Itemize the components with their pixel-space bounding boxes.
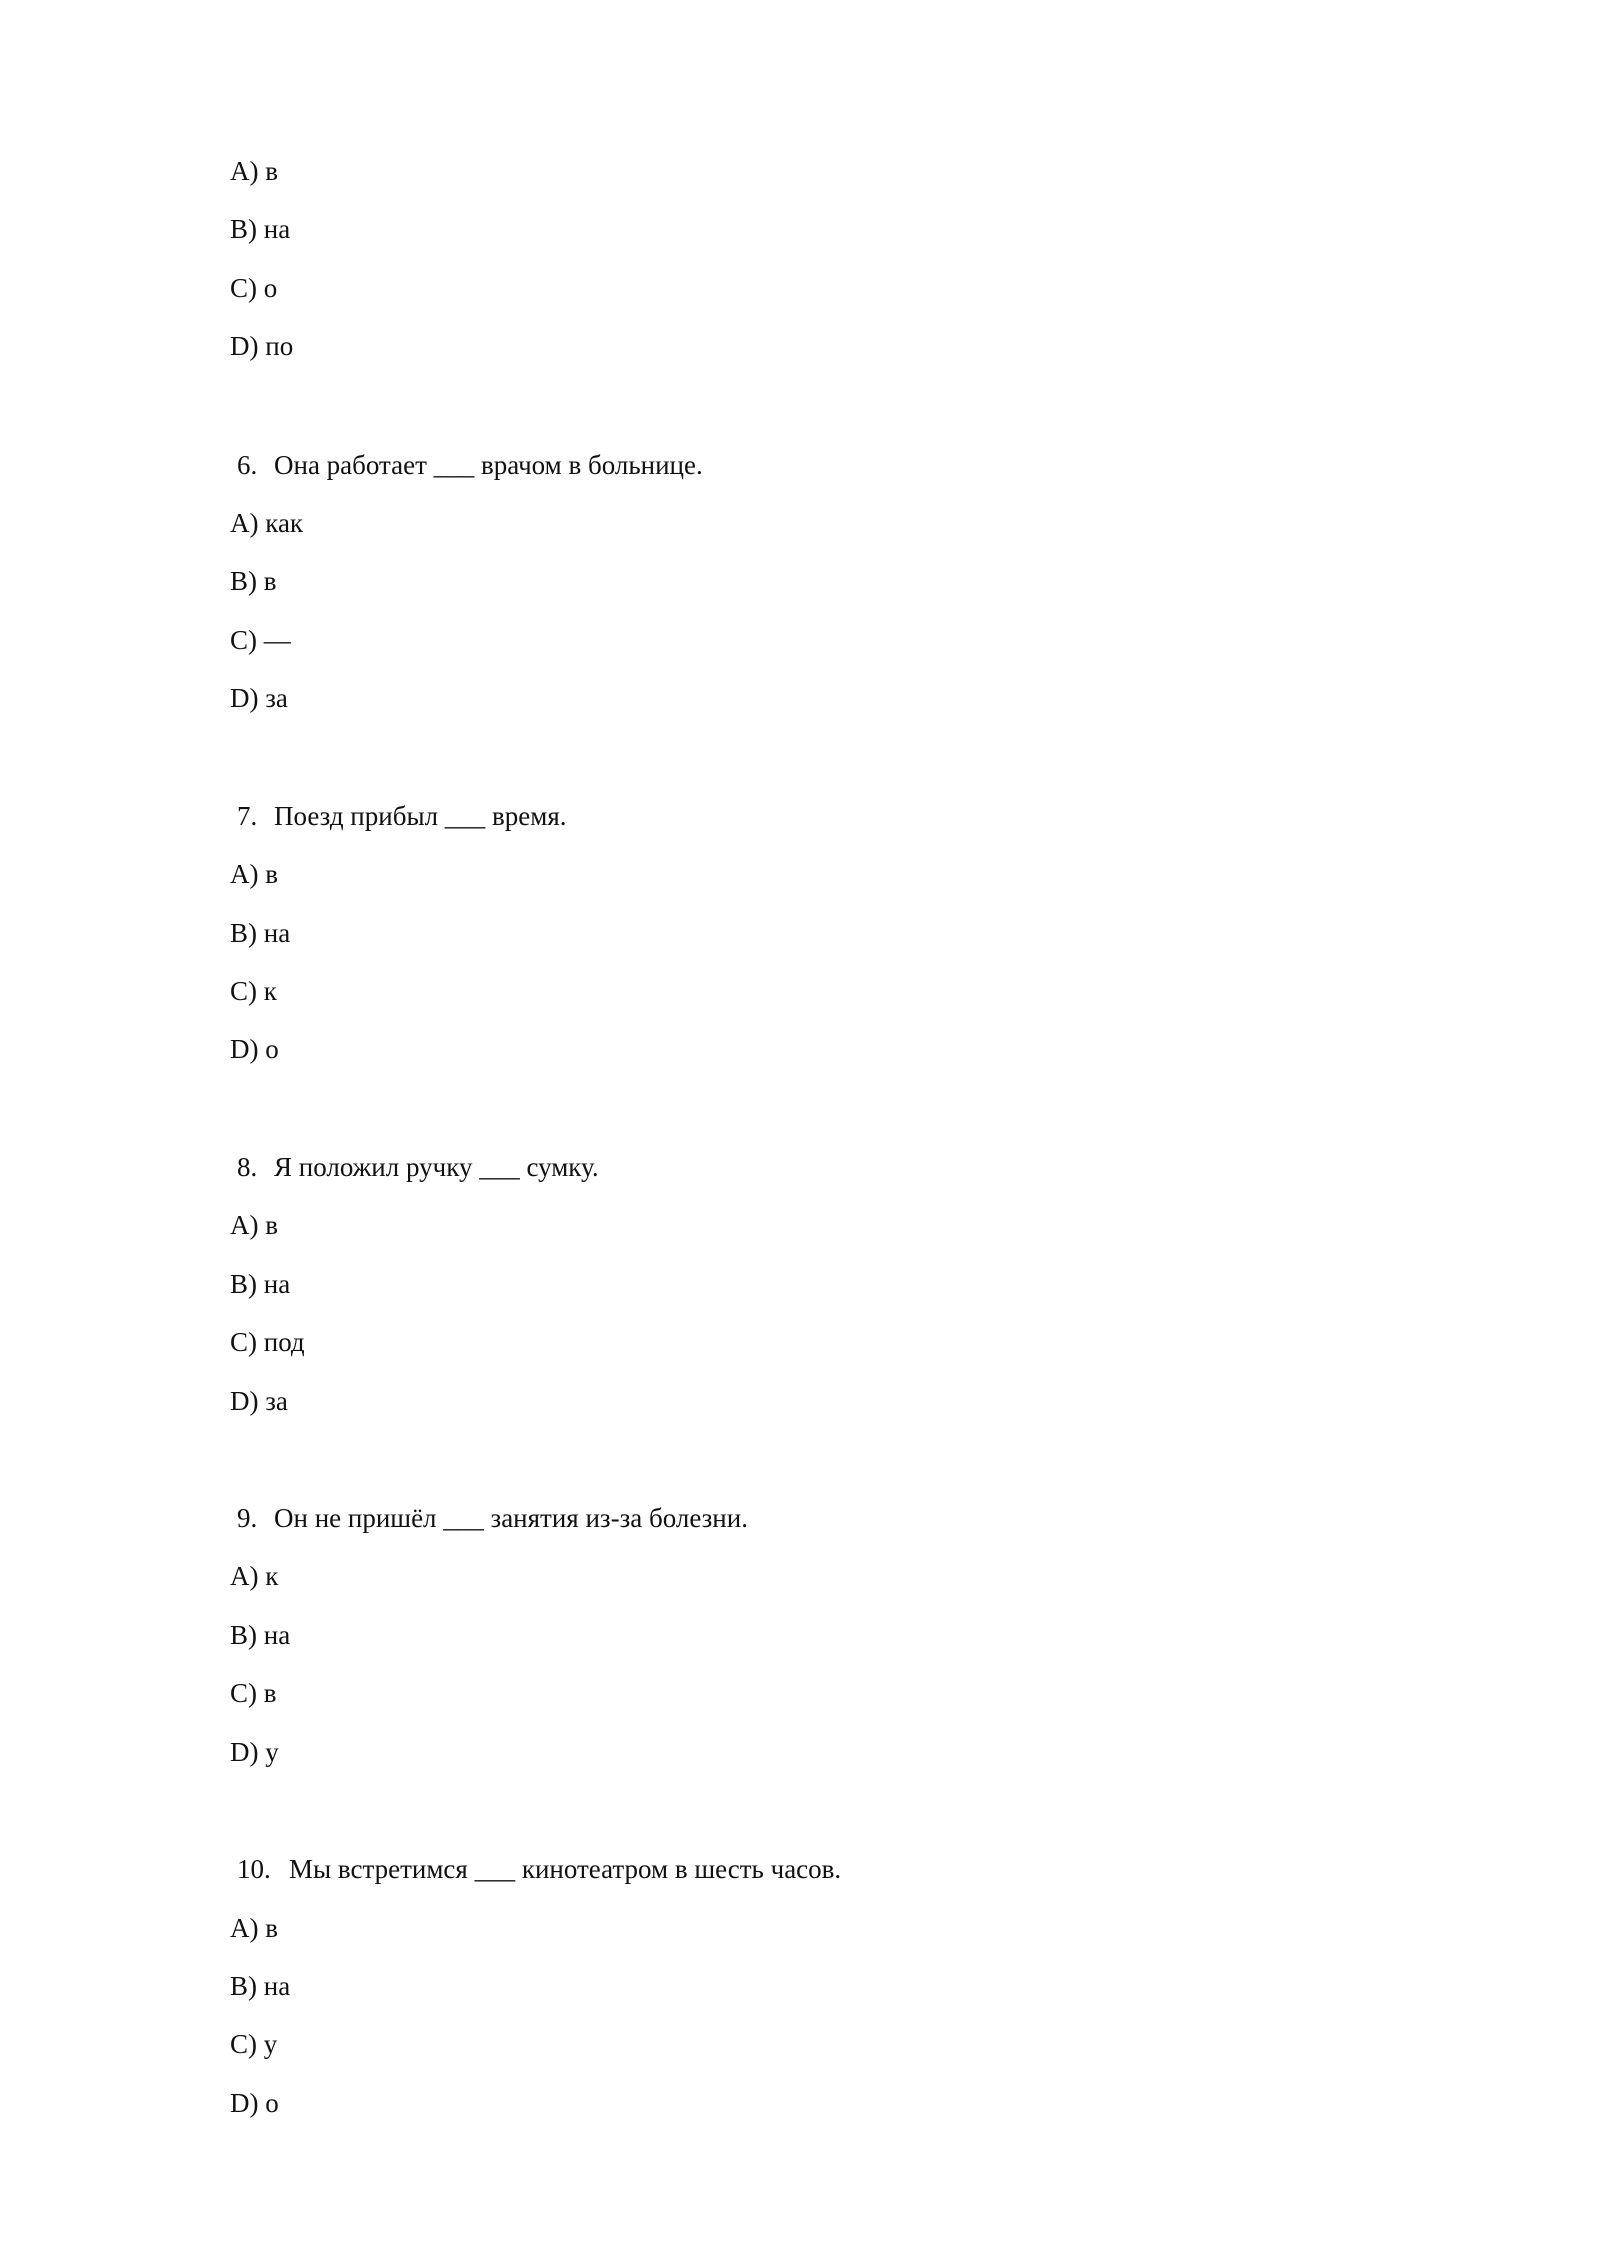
option-a: A) в xyxy=(230,1913,278,1943)
option-c: C) к xyxy=(230,976,277,1006)
option-a: A) в xyxy=(230,859,278,889)
question-number: 7. xyxy=(237,801,258,831)
option-c: C) у xyxy=(230,2029,278,2059)
question-10 xyxy=(237,1853,841,1885)
question-number: 8. xyxy=(237,1152,258,1182)
option-b: B) в xyxy=(230,566,277,596)
question-text: Мы встретимся ___ кинотеатром в шесть часов. xyxy=(289,1854,842,1884)
option-b: B) на xyxy=(230,1620,291,1650)
question-number: 9. xyxy=(237,1503,258,1533)
option-c: C) — xyxy=(230,625,291,655)
option-d: D) у xyxy=(230,1737,279,1767)
question-text: Она работает ___ врачом в больнице. xyxy=(274,450,703,480)
option-a: A) в xyxy=(230,156,278,186)
option-d: D) о xyxy=(230,1034,279,1064)
option-b: B) на xyxy=(230,214,291,244)
option-d: D) за xyxy=(230,683,288,713)
option-c: C) о xyxy=(230,273,278,303)
option-c: C) в xyxy=(230,1678,277,1708)
option-b: B) на xyxy=(230,1269,291,1299)
option-b: B) на xyxy=(230,1971,291,2001)
question-number: 10. xyxy=(237,1854,271,1884)
option-a: A) как xyxy=(230,508,304,538)
question-number: 6. xyxy=(237,450,258,480)
option-a: A) в xyxy=(230,1210,278,1240)
question-text: Я положил ручку ___ сумку. xyxy=(274,1152,599,1182)
question-6 xyxy=(237,449,703,481)
option-d: D) за xyxy=(230,1386,288,1416)
option-d: D) о xyxy=(230,2088,279,2118)
question-text: Поезд прибыл ___ время. xyxy=(274,801,567,831)
option-c: C) под xyxy=(230,1327,305,1357)
question-9 xyxy=(237,1502,748,1534)
question-text: Он не пришёл ___ занятия из-за болезни. xyxy=(274,1503,748,1533)
option-a: A) к xyxy=(230,1561,279,1591)
option-d: D) по xyxy=(230,331,294,361)
question-7 xyxy=(237,800,567,832)
option-b: B) на xyxy=(230,918,291,948)
question-8 xyxy=(237,1151,599,1183)
